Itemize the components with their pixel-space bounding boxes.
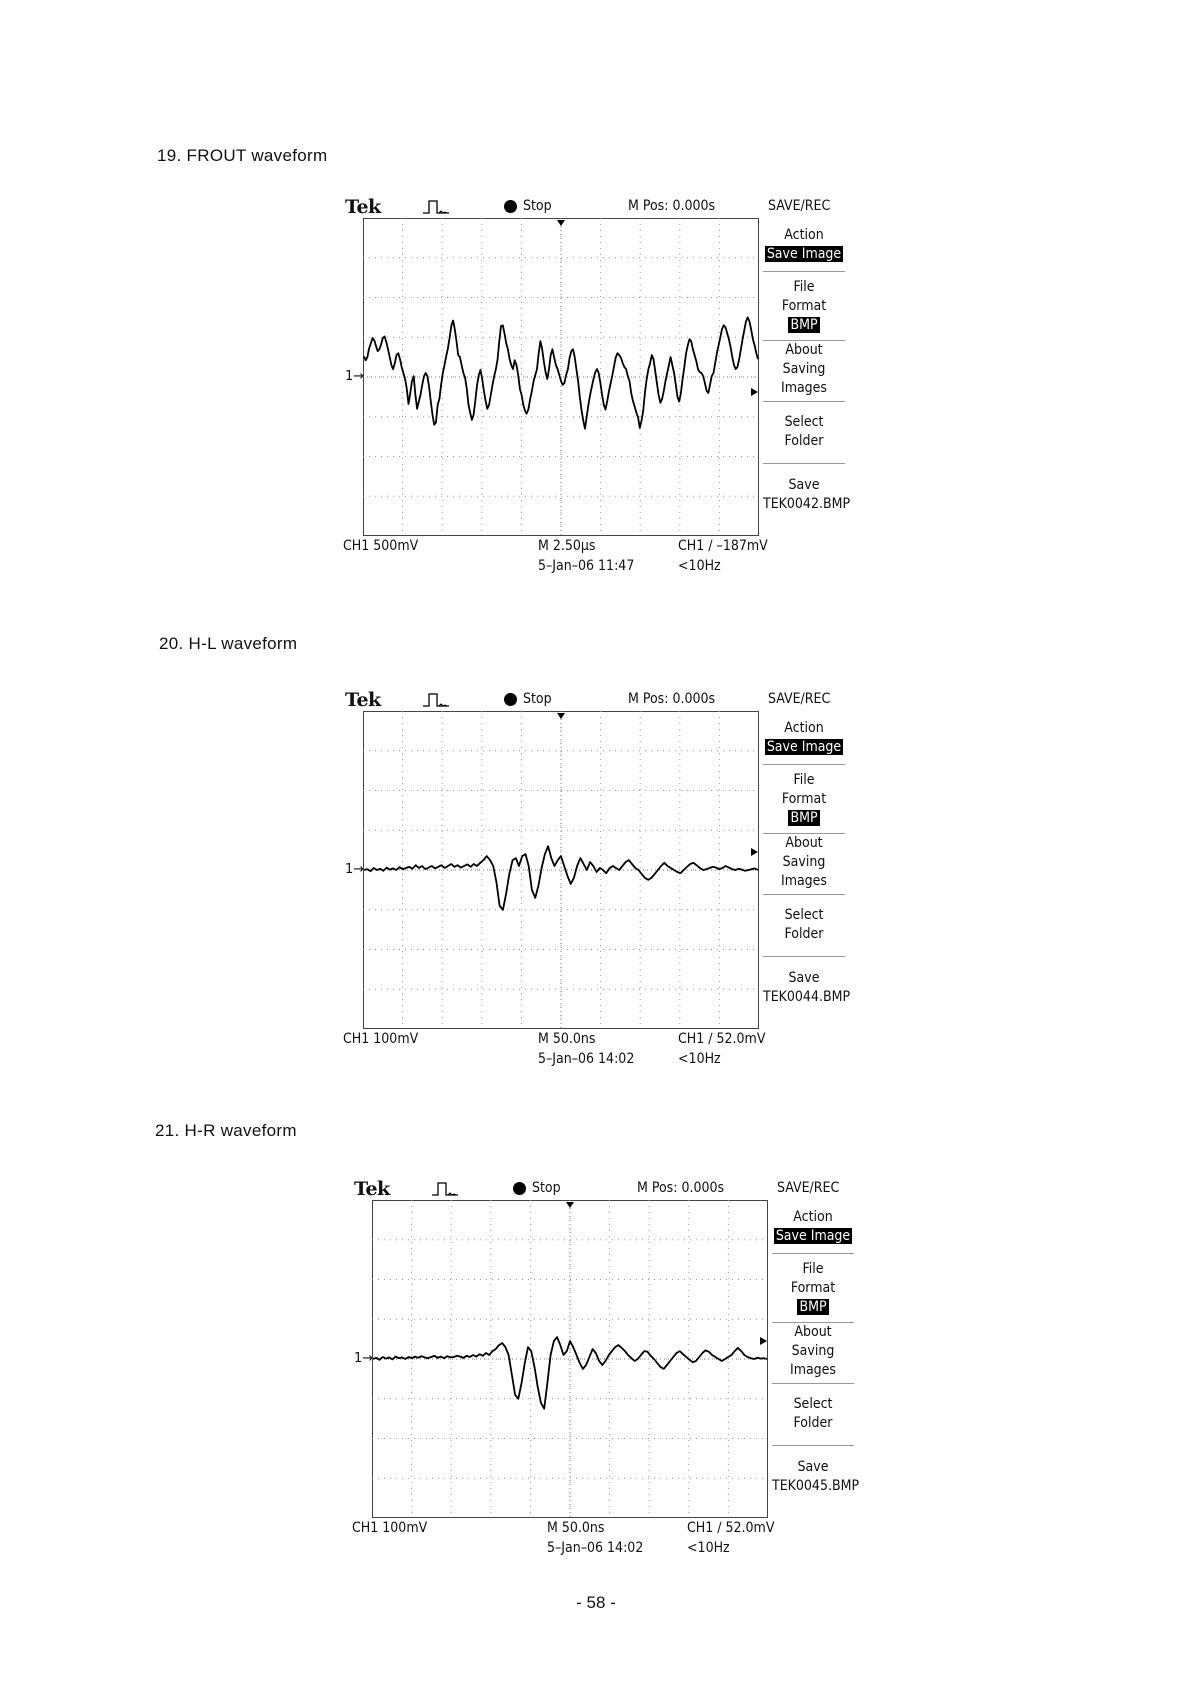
channel-scale: CH1 100mV bbox=[343, 1031, 419, 1047]
menu-action-value: Save Image bbox=[766, 739, 842, 755]
menu-file-label: File bbox=[793, 279, 815, 295]
waveform-display bbox=[363, 711, 759, 1029]
menu-filename: TEK0045.BMP bbox=[772, 1478, 860, 1494]
menu-format-label: Format bbox=[790, 1280, 836, 1296]
menu-save-file[interactable] bbox=[763, 476, 851, 516]
trigger-setting: CH1 ∕ 52.0mV bbox=[687, 1520, 775, 1536]
menu-format-value: BMP bbox=[790, 317, 818, 333]
menu-select-label: Select bbox=[784, 907, 824, 923]
menu-save-file[interactable] bbox=[763, 969, 851, 1009]
trigger-setting: CH1 ∕ 52.0mV bbox=[678, 1031, 766, 1047]
menu-folder-label: Folder bbox=[793, 1415, 833, 1431]
stop-icon bbox=[504, 693, 517, 706]
menu-format-label: Format bbox=[781, 791, 827, 807]
menu-about-saving[interactable] bbox=[763, 834, 845, 895]
brand-logo: Tek bbox=[345, 196, 381, 218]
pulse-icon bbox=[432, 1181, 458, 1197]
page-number: - 58 - bbox=[576, 1593, 616, 1612]
trigger-level-marker bbox=[751, 848, 758, 856]
stop-icon bbox=[504, 200, 517, 213]
scope-screenshot bbox=[343, 196, 851, 578]
menu-file-format[interactable] bbox=[763, 771, 845, 834]
side-menu bbox=[763, 218, 851, 536]
menu-save-file[interactable] bbox=[772, 1458, 860, 1498]
menu-action-value: Save Image bbox=[775, 1228, 851, 1244]
trigger-setting: CH1 ∕ –187mV bbox=[678, 538, 768, 554]
waveform-display bbox=[372, 1200, 768, 1518]
capture-date: 5–Jan–06 14:02 bbox=[547, 1540, 644, 1556]
menu-about-label: About bbox=[794, 1324, 832, 1340]
trigger-frequency: <10Hz bbox=[687, 1540, 730, 1556]
horizontal-position: M Pos: 0.000s bbox=[637, 1180, 725, 1196]
menu-format-value: BMP bbox=[790, 810, 818, 826]
channel-ground-marker: 1→ bbox=[354, 1351, 374, 1366]
channel-ground-marker: 1→ bbox=[345, 369, 365, 384]
menu-images-label: Images bbox=[780, 380, 827, 396]
menu-saving-label: Saving bbox=[791, 1343, 835, 1359]
channel-ground-marker: 1→ bbox=[345, 862, 365, 877]
time-base: M 50.0ns bbox=[547, 1520, 605, 1536]
menu-file-format[interactable] bbox=[763, 278, 845, 341]
menu-filename: TEK0042.BMP bbox=[763, 496, 851, 512]
scope-screenshot bbox=[352, 1178, 860, 1560]
horizontal-position: M Pos: 0.000s bbox=[628, 198, 716, 214]
menu-save-label: Save bbox=[797, 1459, 829, 1475]
pulse-icon bbox=[423, 692, 449, 708]
menu-folder-label: Folder bbox=[784, 926, 824, 942]
menu-save-label: Save bbox=[788, 970, 820, 986]
caption-h-l: 20. H-L waveform bbox=[159, 634, 298, 653]
run-status: Stop bbox=[532, 1180, 561, 1196]
scope-screenshot bbox=[343, 689, 851, 1071]
menu-about-saving[interactable] bbox=[772, 1323, 854, 1384]
run-status: Stop bbox=[523, 198, 552, 214]
menu-saving-label: Saving bbox=[782, 361, 826, 377]
channel-scale: CH1 500mV bbox=[343, 538, 419, 554]
menu-folder-label: Folder bbox=[784, 433, 824, 449]
horizontal-position: M Pos: 0.000s bbox=[628, 691, 716, 707]
menu-images-label: Images bbox=[780, 873, 827, 889]
waveform-display bbox=[363, 218, 759, 536]
menu-title: SAVE/REC bbox=[768, 691, 831, 707]
menu-file-label: File bbox=[793, 772, 815, 788]
menu-action[interactable] bbox=[763, 226, 845, 272]
menu-select-label: Select bbox=[793, 1396, 833, 1412]
menu-action-label: Action bbox=[784, 227, 824, 243]
time-base: M 50.0ns bbox=[538, 1031, 596, 1047]
run-status: Stop bbox=[523, 691, 552, 707]
menu-action-value: Save Image bbox=[766, 246, 842, 262]
side-menu bbox=[763, 711, 851, 1029]
trigger-position-marker bbox=[557, 713, 565, 719]
menu-file-label: File bbox=[802, 1261, 824, 1277]
menu-select-folder[interactable] bbox=[763, 413, 845, 464]
menu-action-label: Action bbox=[793, 1209, 833, 1225]
menu-about-saving[interactable] bbox=[763, 341, 845, 402]
scope-header bbox=[343, 196, 843, 218]
trigger-frequency: <10Hz bbox=[678, 1051, 721, 1067]
trigger-level-marker bbox=[760, 1337, 767, 1345]
caption-h-r: 21. H-R waveform bbox=[155, 1121, 297, 1140]
caption-frout: 19. FROUT waveform bbox=[157, 146, 328, 165]
menu-title: SAVE/REC bbox=[777, 1180, 840, 1196]
menu-action-label: Action bbox=[784, 720, 824, 736]
scope-footer bbox=[352, 1518, 852, 1560]
scope-header bbox=[343, 689, 843, 711]
menu-select-label: Select bbox=[784, 414, 824, 430]
menu-images-label: Images bbox=[789, 1362, 836, 1378]
menu-title: SAVE/REC bbox=[768, 198, 831, 214]
time-base: M 2.50µs bbox=[538, 538, 596, 554]
waveform-trace bbox=[364, 846, 758, 910]
menu-about-label: About bbox=[785, 835, 823, 851]
menu-saving-label: Saving bbox=[782, 854, 826, 870]
brand-logo: Tek bbox=[354, 1178, 390, 1200]
menu-save-label: Save bbox=[788, 477, 820, 493]
side-menu bbox=[772, 1200, 860, 1518]
scope-footer bbox=[343, 1029, 843, 1071]
scope-footer bbox=[343, 536, 843, 578]
pulse-icon bbox=[423, 199, 449, 215]
channel-scale: CH1 100mV bbox=[352, 1520, 428, 1536]
menu-action[interactable] bbox=[763, 719, 845, 765]
menu-select-folder[interactable] bbox=[763, 906, 845, 957]
trigger-position-marker bbox=[557, 220, 565, 226]
menu-action[interactable] bbox=[772, 1208, 854, 1254]
trigger-position-marker bbox=[566, 1202, 574, 1208]
stop-icon bbox=[513, 1182, 526, 1195]
trigger-level-marker bbox=[751, 388, 758, 396]
trigger-frequency: <10Hz bbox=[678, 558, 721, 574]
menu-filename: TEK0044.BMP bbox=[763, 989, 851, 1005]
capture-date: 5–Jan–06 14:02 bbox=[538, 1051, 635, 1067]
menu-about-label: About bbox=[785, 342, 823, 358]
capture-date: 5–Jan–06 11:47 bbox=[538, 558, 635, 574]
brand-logo: Tek bbox=[345, 689, 381, 711]
menu-format-label: Format bbox=[781, 298, 827, 314]
scope-header bbox=[352, 1178, 852, 1200]
menu-format-value: BMP bbox=[799, 1299, 827, 1315]
menu-select-folder[interactable] bbox=[772, 1395, 854, 1446]
menu-file-format[interactable] bbox=[772, 1260, 854, 1323]
